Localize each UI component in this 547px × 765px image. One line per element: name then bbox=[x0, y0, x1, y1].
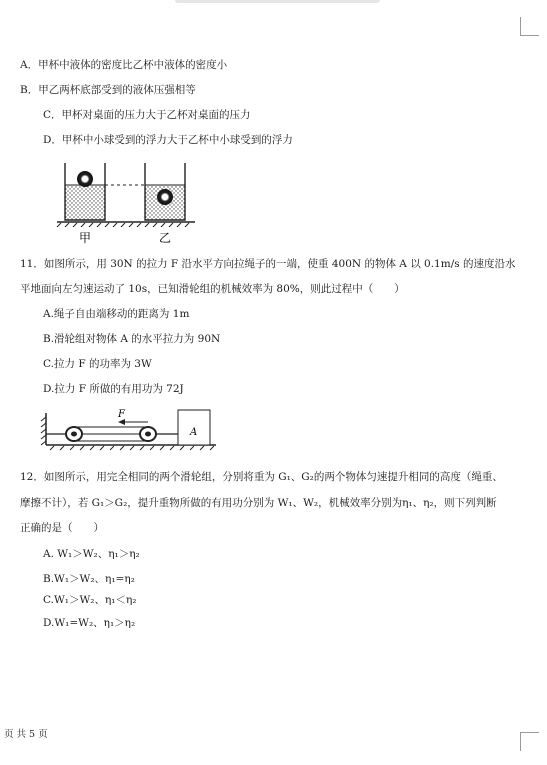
q10-option-c: C．甲杯对桌面的压力大于乙杯对桌面的压力 bbox=[43, 109, 251, 121]
q10-option-b: B．甲乙两杯底部受到的液体压强相等 bbox=[20, 84, 196, 96]
force-f-label: F bbox=[118, 409, 125, 420]
q11-pulley-figure bbox=[38, 405, 223, 455]
q12-option-c: C.W₁＞W₂、η₁＜η₂ bbox=[43, 594, 137, 606]
page-top-edge bbox=[175, 0, 380, 3]
corner-mark-top-right bbox=[520, 17, 539, 36]
q12-stem-line-2: 摩擦不计），若 G₁＞G₂，提升重物所做的有用功分别为 W₁、W₂，机械效率分别为η₁、η₂，则下列判断 bbox=[20, 497, 497, 509]
corner-mark-bottom-right bbox=[520, 732, 539, 751]
table-hatching bbox=[57, 223, 189, 227]
q11-stem-line-1: 11．如图所示，用 30N 的拉力 F 沿水平方向拉绳子的一端，使重 400N 的物体 A 以 0.1m/s 的速度沿水 bbox=[20, 258, 516, 270]
label-jia: 甲 bbox=[79, 231, 92, 245]
fixed-pulley bbox=[66, 427, 82, 441]
block-a-label: A bbox=[190, 427, 198, 438]
q12-stem-line-1: 12．如图所示，用完全相同的两个滑轮组，分别将重为 G₁、G₂的两个物体匀速提升相同的高度（绳重、 bbox=[20, 471, 503, 483]
q11-option-a: A.绳子自由端移动的距离为 1m bbox=[43, 308, 190, 320]
q12-stem-line-3: 正确的是（ ） bbox=[20, 522, 104, 534]
q11-stem-line-2: 平地面向左匀速运动了 10s，已知滑轮组的机械效率为 80%，则此过程中（ ） bbox=[20, 283, 405, 295]
page-footer: 页 共 5 页 bbox=[4, 729, 48, 740]
rope bbox=[74, 427, 148, 441]
q11-option-d: D.拉力 F 所做的有用功为 72J bbox=[43, 383, 184, 395]
label-yi: 乙 bbox=[159, 231, 172, 245]
q12-option-a: A. W₁＞W₂、η₁＞η₂ bbox=[43, 548, 140, 560]
q10-option-d: D．甲杯中小球受到的浮力大于乙杯中小球受到的浮力 bbox=[43, 134, 293, 146]
movable-pulley bbox=[140, 427, 156, 441]
q12-option-d: D.W₁=W₂、η₁＞η₂ bbox=[43, 617, 136, 629]
q10-beakers-figure bbox=[55, 158, 205, 248]
q12-option-b: B.W₁＞W₂、η₁=η₂ bbox=[43, 573, 135, 585]
q10-option-a: A．甲杯中液体的密度比乙杯中液体的密度小 bbox=[20, 59, 228, 71]
ground-hatching bbox=[50, 446, 214, 450]
q11-option-b: B.滑轮组对物体 A 的水平拉力为 90N bbox=[43, 333, 221, 345]
ball-jia bbox=[77, 171, 93, 187]
q11-option-c: C.拉力 F 的功率为 3W bbox=[43, 358, 152, 370]
ball-yi bbox=[157, 189, 173, 205]
